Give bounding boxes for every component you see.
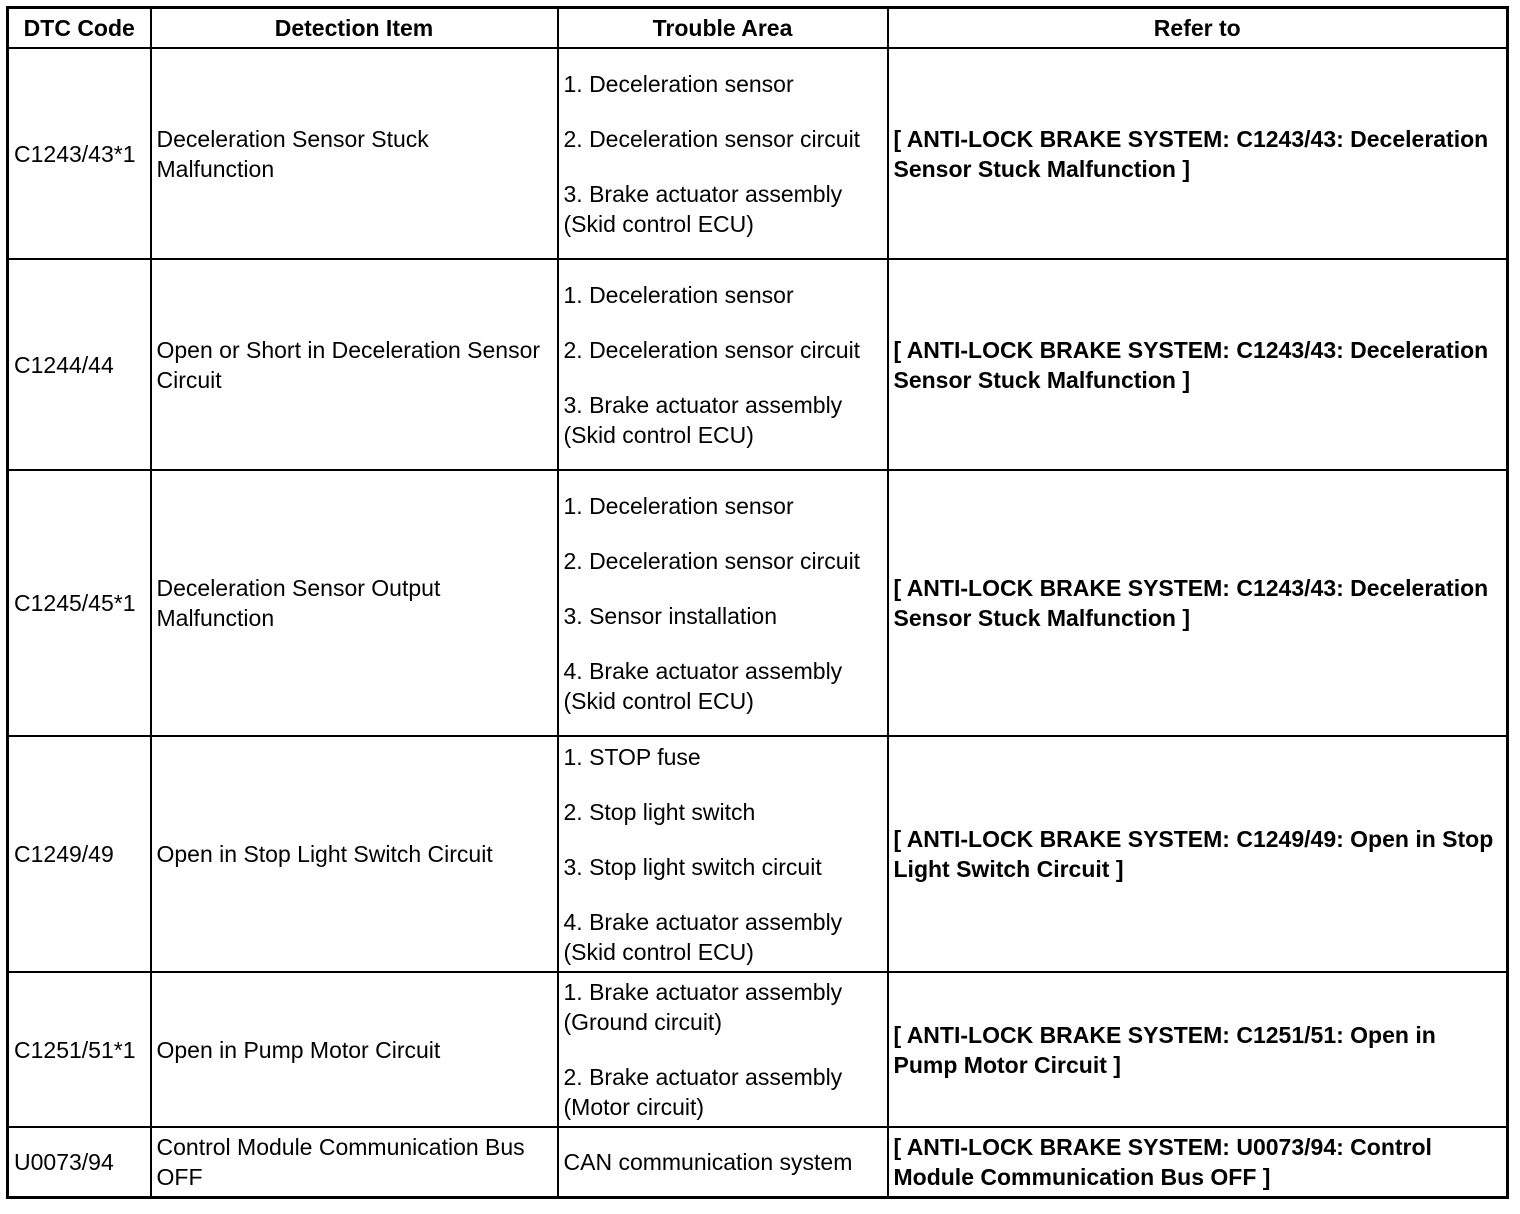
trouble-area-item: 3. Stop light switch circuit [563, 853, 822, 880]
header-refer-to: Refer to [888, 8, 1508, 49]
refer-to-link[interactable]: [ ANTI-LOCK BRAKE SYSTEM: U0073/94: Control Module Communication Bus OFF ] [888, 1127, 1508, 1198]
table-row [8, 48, 1508, 259]
refer-to-link[interactable]: [ ANTI-LOCK BRAKE SYSTEM: C1243/43: Deceleration Sensor Stuck Malfunction ] [888, 470, 1508, 736]
dtc-code: C1251/51*1 [8, 972, 151, 1127]
detection-item: Open in Pump Motor Circuit [151, 972, 558, 1127]
trouble-area-item: CAN communication system [563, 1149, 853, 1175]
trouble-area-item: 4. Brake actuator assembly (Skid control ECU) [563, 657, 843, 714]
header-trouble-area: Trouble Area [558, 8, 888, 49]
trouble-area [558, 972, 888, 1127]
detection-item: Open or Short in Deceleration Sensor Circuit [151, 259, 558, 470]
refer-to-link[interactable]: [ ANTI-LOCK BRAKE SYSTEM: C1243/43: Deceleration Sensor Stuck Malfunction ] [888, 259, 1508, 470]
trouble-area [558, 1127, 888, 1198]
trouble-area-item: 1. Deceleration sensor [563, 70, 794, 97]
dtc-code: C1245/45*1 [8, 470, 151, 736]
trouble-area-item: 4. Brake actuator assembly (Skid control ECU) [563, 908, 843, 965]
trouble-area-item: 2. Brake actuator assembly (Motor circuit) [563, 1064, 843, 1120]
header-detection-item: Detection Item [151, 8, 558, 49]
detection-item: Deceleration Sensor Output Malfunction [151, 470, 558, 736]
trouble-area-item: 1. Deceleration sensor [563, 492, 794, 519]
dtc-code: C1243/43*1 [8, 48, 151, 259]
trouble-area [558, 736, 888, 972]
trouble-area-item: 1. Deceleration sensor [563, 281, 794, 308]
trouble-area [558, 259, 888, 470]
dtc-code: C1244/44 [8, 259, 151, 470]
table-row [8, 470, 1508, 736]
dtc-code: U0073/94 [8, 1127, 151, 1198]
trouble-area-item: 3. Brake actuator assembly (Skid control ECU) [563, 391, 843, 448]
refer-to-link[interactable]: [ ANTI-LOCK BRAKE SYSTEM: C1251/51: Open in Pump Motor Circuit ] [888, 972, 1508, 1127]
detection-item: Control Module Communication Bus OFF [151, 1127, 558, 1198]
header-dtc-code: DTC Code [8, 8, 151, 49]
trouble-area [558, 48, 888, 259]
trouble-area-item: 2. Deceleration sensor circuit [563, 336, 861, 363]
trouble-area-item: 2. Deceleration sensor circuit [563, 547, 861, 574]
table-row [8, 1127, 1508, 1198]
trouble-area-item: 1. STOP fuse [563, 743, 701, 770]
dtc-table [6, 6, 1509, 1199]
trouble-area-item: 2. Stop light switch [563, 798, 756, 825]
dtc-code: C1249/49 [8, 736, 151, 972]
detection-item: Open in Stop Light Switch Circuit [151, 736, 558, 972]
refer-to-link[interactable]: [ ANTI-LOCK BRAKE SYSTEM: C1249/49: Open in Stop Light Switch Circuit ] [888, 736, 1508, 972]
header-row [8, 8, 1508, 49]
table-row [8, 259, 1508, 470]
table-row [8, 972, 1508, 1127]
trouble-area-item: 3. Brake actuator assembly (Skid control ECU) [563, 180, 843, 237]
trouble-area-item: 2. Deceleration sensor circuit [563, 125, 861, 152]
table-row [8, 736, 1508, 972]
detection-item: Deceleration Sensor Stuck Malfunction [151, 48, 558, 259]
trouble-area-item: 1. Brake actuator assembly (Ground circuit) [563, 979, 843, 1035]
trouble-area [558, 470, 888, 736]
trouble-area-item: 3. Sensor installation [563, 602, 778, 629]
refer-to-link[interactable]: [ ANTI-LOCK BRAKE SYSTEM: C1243/43: Deceleration Sensor Stuck Malfunction ] [888, 48, 1508, 259]
